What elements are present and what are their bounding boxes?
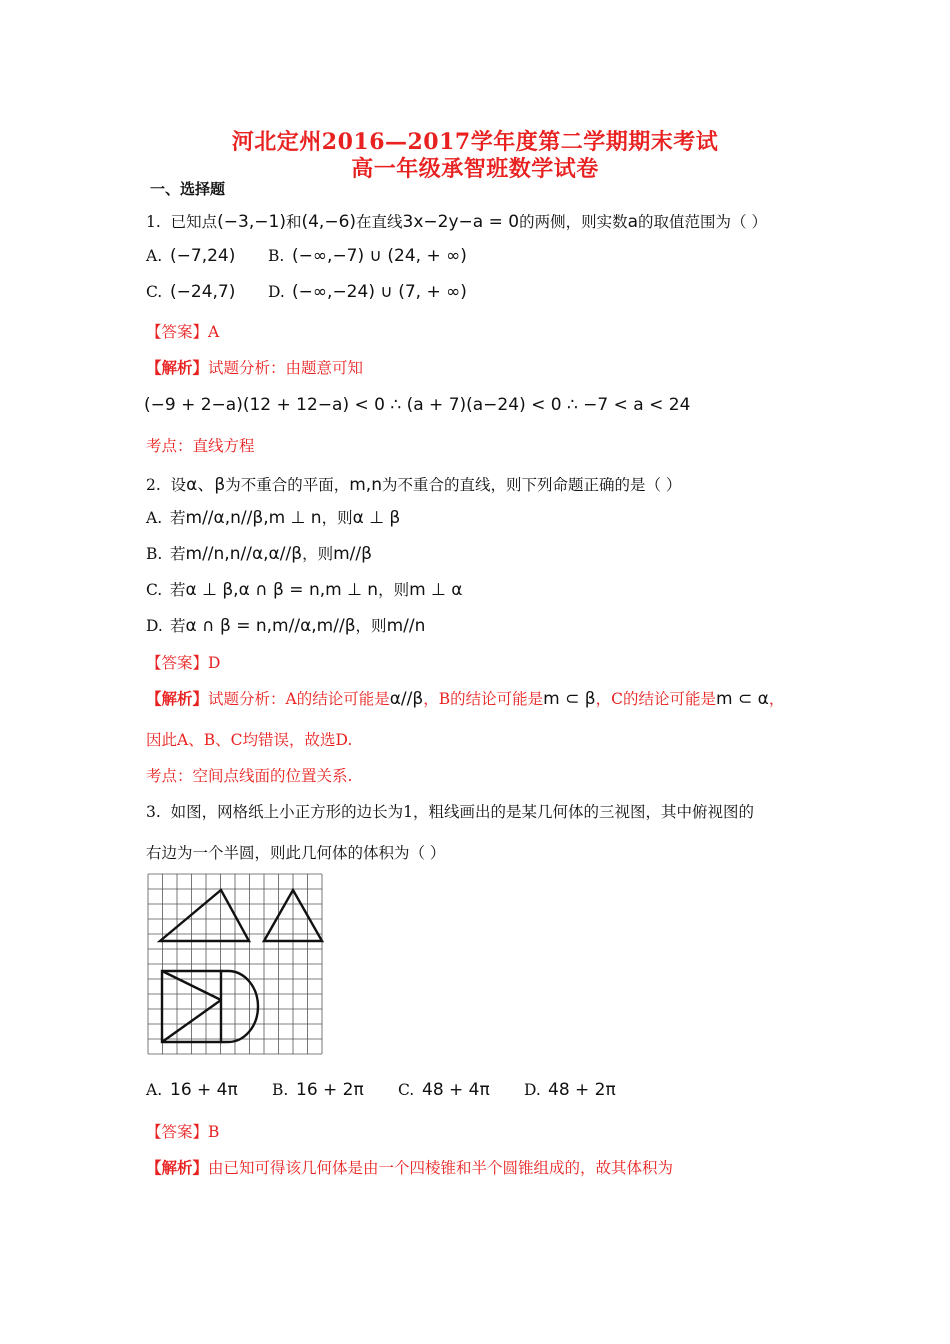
q3-options: A. 16 + 4π B. 16 + 2π C. 48 + 4π D. 48 + 2π (146, 1080, 616, 1100)
grid-lines (148, 874, 322, 1054)
q1-answer: 【答案】A (146, 323, 220, 341)
q2-option-d: D. 若α ∩ β = n,m//α,m//β，则m//n (146, 616, 426, 636)
q1-options-cd: C. (−24,7) D. (−∞,−24) ∪ (7, + ∞) (146, 282, 467, 302)
q1-point: 考点：直线方程 (146, 437, 255, 455)
q2-analysis-cont: 因此A、B、C均错误，故选D. (146, 731, 353, 749)
title-line-2: 高一年级承智班数学试卷 (351, 156, 599, 182)
front-view-triangle (160, 890, 249, 941)
q3-stem-1: 3. 如图，网格纸上小正方形的边长为1，粗线画出的是某几何体的三视图，其中俯视图的 (146, 803, 755, 821)
q2-option-c: C. 若α ⊥ β,α ∩ β = n,m ⊥ n，则m ⊥ α (146, 580, 463, 600)
q1-formula: (−9 + 2−a)(12 + 12−a) < 0 ∴ (a + 7)(a−24) < 0 ∴ −7 < a < 24 (144, 395, 691, 415)
q2-analysis: 【解析】试题分析：A的结论可能是α//β，B的结论可能是m ⊂ β，C的结论可能是m ⊂ α， (146, 689, 785, 709)
q2-option-b: B. 若m//n,n//α,α//β，则m//β (146, 544, 372, 564)
section-heading: 一、选择题 (150, 180, 226, 198)
q3-answer: 【答案】B (146, 1123, 220, 1141)
three-view-figure (146, 872, 324, 1058)
title-line-1: 河北定州2016—2017学年度第二学期期末考试 (231, 129, 719, 155)
q1-options-ab: A. (−7,24) B. (−∞,−7) ∪ (24, + ∞) (146, 246, 467, 266)
top-view-semicircle (221, 971, 258, 1042)
q1-analysis: 【解析】试题分析：由题意可知 (146, 358, 364, 377)
q3-analysis: 【解析】由已知可得该几何体是由一个四棱锥和半个圆锥组成的，故其体积为 (146, 1158, 674, 1177)
thick-outlines (160, 890, 322, 1042)
q2-point: 考点：空间点线面的位置关系. (146, 767, 353, 785)
q2-answer: 【答案】D (146, 654, 221, 672)
q3-stem-2: 右边为一个半圆，则此几何体的体积为（ ） (146, 844, 446, 862)
q1-stem: 1. 已知点(−3,−1)和(4,−6)在直线3x−2y−a = 0的两侧，则实数a的取值范围为（ ） (146, 212, 767, 232)
q2-option-a: A. 若m//α,n//β,m ⊥ n，则α ⊥ β (146, 508, 401, 528)
q2-stem: 2. 设α、β为不重合的平面，m,n为不重合的直线，则下列命题正确的是（ ） (146, 475, 682, 495)
